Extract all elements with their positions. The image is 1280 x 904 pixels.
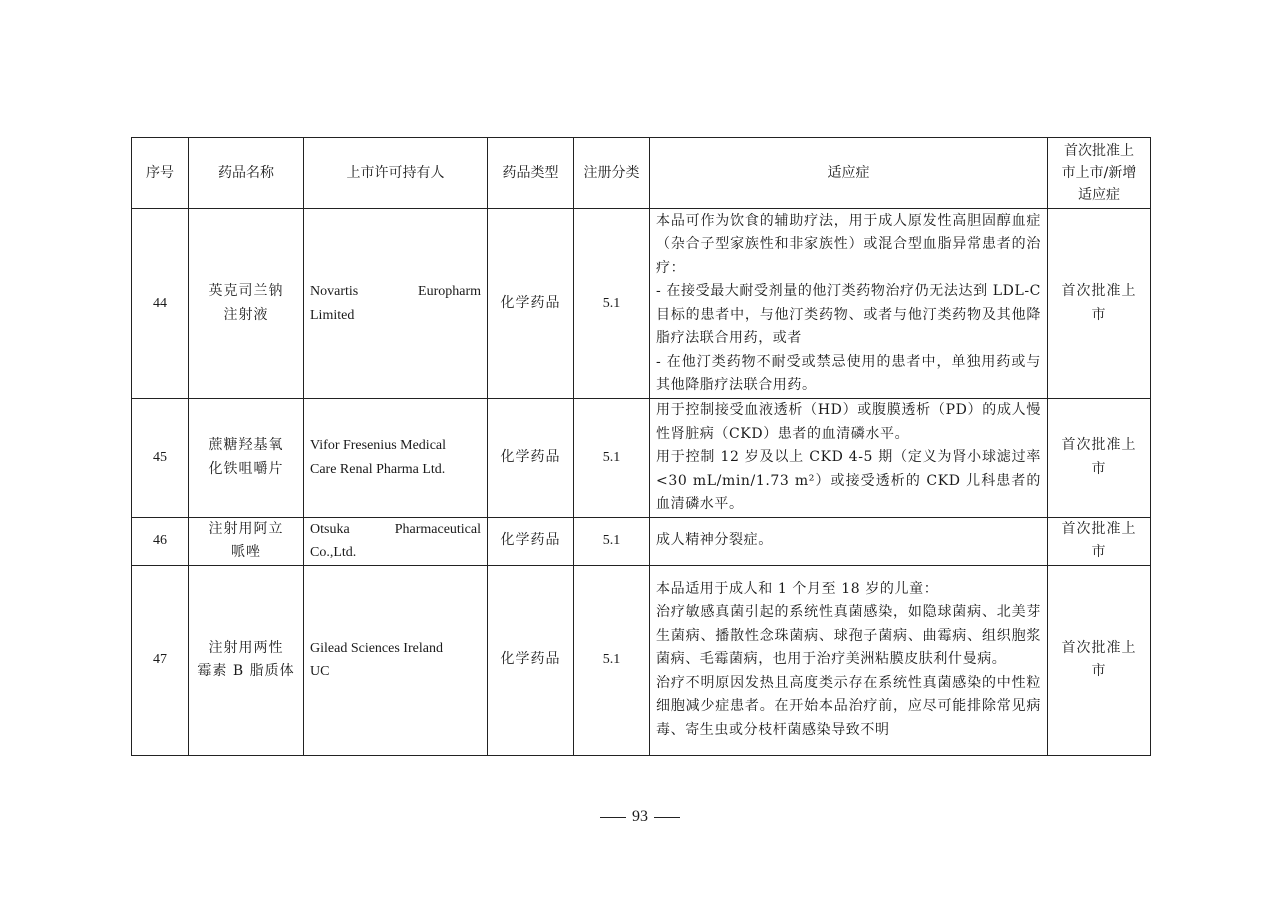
header-approval-status <box>1048 138 1151 209</box>
status-line: 市 <box>1091 663 1107 679</box>
marketing-holder <box>304 517 488 565</box>
marketing-holder <box>304 399 488 518</box>
indication-paragraph: 用于控制接受血液透析（HD）或腹膜透析（PD）的成人慢性肾脏病（CKD）患者的血清磷水平。 <box>656 402 1041 442</box>
drug-name <box>189 399 304 518</box>
holder-line: Co.,Ltd. <box>310 545 357 560</box>
table-row <box>132 399 1151 518</box>
drug-type: 化学药品 <box>488 209 574 399</box>
header-holder: 上市许可持有人 <box>304 138 488 209</box>
indication <box>650 209 1048 399</box>
indication-paragraph: 用于控制 12 岁及以上 CKD 4-5 期（定义为肾小球滤过率<30 mL/min/1.73 m²）或接受透析的 CKD 儿科患者的血清磷水平。 <box>656 449 1041 512</box>
indication-paragraph: 成人精神分裂症。 <box>656 532 773 549</box>
drug-name-line: 注射用两性 <box>208 639 284 656</box>
footer-dash-right <box>654 817 680 818</box>
header-drug-type: 药品类型 <box>488 138 574 209</box>
status-line: 首次批准上 <box>1061 520 1137 537</box>
status-line: 首次批准上 <box>1061 283 1137 299</box>
table-header-row <box>132 138 1151 209</box>
approval-status <box>1048 565 1151 755</box>
marketing-holder <box>304 565 488 755</box>
reg-class: 5.1 <box>574 517 650 565</box>
status-line: 市 <box>1091 544 1107 560</box>
status-line: 市 <box>1091 306 1107 323</box>
marketing-holder <box>304 209 488 399</box>
status-line: 首次批准上 <box>1061 437 1137 454</box>
header-no: 序号 <box>132 138 189 209</box>
row-no: 44 <box>132 209 189 399</box>
table-row <box>132 565 1151 755</box>
holder-line: Care Renal Pharma Ltd. <box>310 461 446 477</box>
drug-type: 化学药品 <box>488 565 574 755</box>
indication-paragraph: 本品适用于成人和 1 个月至 18 岁的儿童： <box>656 580 939 597</box>
drug-name-line: 英克司兰钠 <box>208 283 284 299</box>
drug-name-line: 霉素 B 脂质体 <box>197 663 295 679</box>
drug-type: 化学药品 <box>488 517 574 565</box>
row-no: 47 <box>132 565 189 755</box>
indication-paragraph: - 在他汀类药物不耐受或禁忌使用的患者中，单独用药或与其他降脂疗法联合用药。 <box>656 353 1041 393</box>
status-line: 首次批准上 <box>1061 639 1137 656</box>
header-reg-class: 注册分类 <box>574 138 650 209</box>
holder-line: Limited <box>310 307 355 323</box>
holder-line: Otsuka Pharmaceutical <box>310 521 481 537</box>
status-line: 市 <box>1091 460 1107 477</box>
drug-name <box>189 565 304 755</box>
drug-name <box>189 517 304 565</box>
holder-line: UC <box>310 664 330 679</box>
reg-class: 5.1 <box>574 565 650 755</box>
approval-status <box>1048 209 1151 399</box>
header-approval-line: 市上市/新增 <box>1061 165 1137 181</box>
reg-class: 5.1 <box>574 209 650 399</box>
drug-name-line: 蔗糖羟基氧 <box>208 437 284 454</box>
indication-paragraph: - 在接受最大耐受剂量的他汀类药物治疗仍无法达到 LDL-C 目标的患者中，与他汀类药物、或者与他汀类药物及其他降脂疗法联合用药，或者 <box>656 283 1041 346</box>
drug-name-line: 哌唑 <box>231 544 261 560</box>
page-number: 93 <box>632 808 648 825</box>
indication <box>650 517 1048 565</box>
page-footer <box>0 808 1280 826</box>
drug-name-line: 化铁咀嚼片 <box>208 460 284 477</box>
table-row <box>132 517 1151 565</box>
drug-approval-table <box>131 137 1151 756</box>
row-no: 45 <box>132 399 189 518</box>
header-approval-line: 适应症 <box>1078 187 1120 203</box>
drug-name-line: 注射用阿立 <box>208 520 284 537</box>
indication-paragraph: 治疗敏感真菌引起的系统性真菌感染，如隐球菌病、北美芽生菌病、播散性念珠菌病、球孢子菌病、曲霉病、组织胞浆菌病、毛霉菌病，也用于治疗美洲粘膜皮肤利什曼病。 <box>656 604 1041 668</box>
approval-status <box>1048 399 1151 518</box>
reg-class: 5.1 <box>574 399 650 518</box>
indication <box>650 565 1048 755</box>
header-indication: 适应症 <box>650 138 1048 209</box>
indication <box>650 399 1048 518</box>
header-drug-name: 药品名称 <box>189 138 304 209</box>
footer-dash-left <box>600 817 626 818</box>
drug-name <box>189 209 304 399</box>
drug-name-line: 注射液 <box>223 306 269 323</box>
drug-type: 化学药品 <box>488 399 574 518</box>
header-approval-line: 首次批准上 <box>1064 143 1134 159</box>
approval-status <box>1048 517 1151 565</box>
holder-line: Gilead Sciences Ireland <box>310 640 443 656</box>
row-no: 46 <box>132 517 189 565</box>
table-row <box>132 209 1151 399</box>
holder-line: Novartis Europharm <box>310 284 481 299</box>
indication-paragraph: 本品可作为饮食的辅助疗法，用于成人原发性高胆固醇血症（杂合子型家族性和非家族性）或混合型血脂异常患者的治疗： <box>656 212 1041 276</box>
indication-paragraph: 治疗不明原因发热且高度类示存在系统性真菌感染的中性粒细胞减少症患者。在开始本品治疗前，应尽可能排除常见病毒、寄生虫或分枝杆菌感染导致不明 <box>656 674 1041 738</box>
holder-line: Vifor Fresenius Medical <box>310 438 447 454</box>
